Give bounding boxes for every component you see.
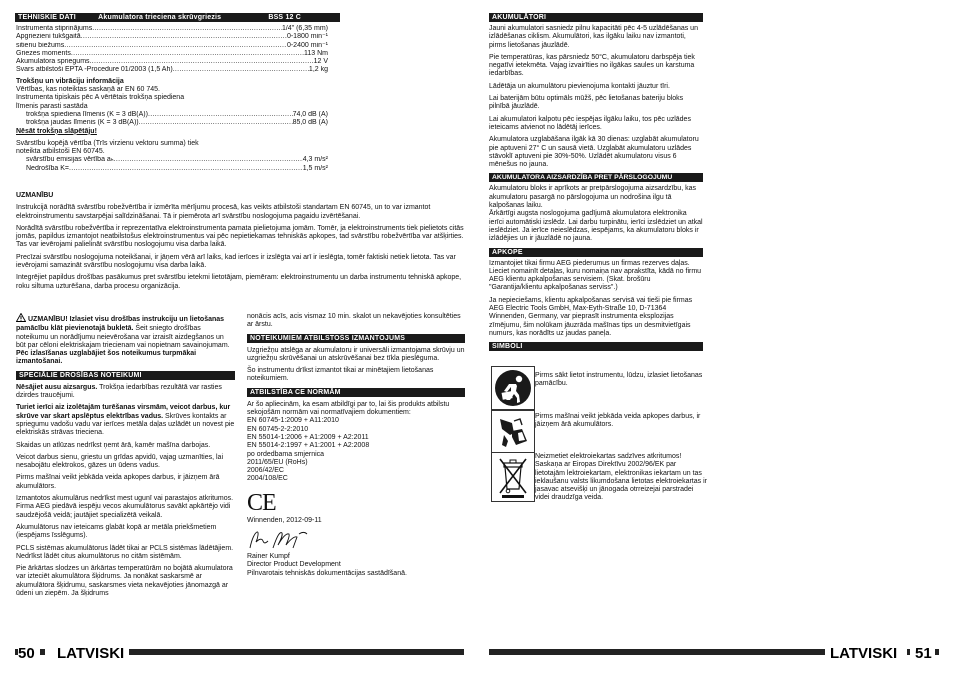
acc-p1: Jauni akumulatori sasniedz pilnu kapacitāti pēc 4-5 uzlādēšanas un izlādēšanas ciklism. Akumulātori, kas ilgāku laiku nav izmantoti, pirms lietošanas jāuzlādē. [489,25,698,49]
attention-title: UZMANĪBU [16,192,54,199]
attention-p3: Precīzai svārstību noslogojuma noteikšanai, ir jāņem vērā arī laiks, kad ierīces ir izslēgta vai arī ir ieslēgta, tomēr faktiski netiek lietota. Tas var ievērojami samazināt svārstību noslogojumu visa darba laikā. [16,253,456,270]
ce-conformity-header: ATBILSTĪBA CE NORMĀM [247,388,465,397]
overload-protection-header: AKUMULATORA AIZSARDZĪBA PRET PĀRSLOGOJUMU [489,173,703,182]
noise-value: 85,0 dB (A) [292,119,328,127]
spec-value: 0-2400 min⁻¹ [286,41,328,49]
dot-leader [90,58,314,66]
special-p5: Pirms mašīnai veikt jebkāda veida apkopes darbus, ir jāizņem ārā akumulātors. [16,474,220,490]
vibration-label: svārstību emisijas vērtība aₕ [26,156,114,164]
vibration-row [26,156,328,164]
prot-p2: Ārkārtīgi augsta noslogojuma gadījumā akumulatora elektronika ierīci automātiski izslēdz. Lai darbu turpinātu, ierīci izslēdziet un atkal ieslēdziet. Ja ierīce neieslēdzas, iespējams, ka akumulatoru bloks ir izlādējies un ir jāuzlādē no jauna. [489,210,703,243]
noise-label: trokšņa spiediena līmenis (K = 3 dB(A)) [26,110,148,118]
attention-section [16,192,464,295]
special-p9: Pie ārkārtas slodzes un ārkārtas temperatūrām no bojātā akumulatora var izteciēt akumulātora šķidrums. Ja nonākat saskarsmē ar akumulātora šķidrumu, saskarsmes vieta nekavējoties jānomazgā ar ūdeni un ziepēm. Ja šķidrums [16,565,233,598]
spec-label: Instrumenta stiprinājums [16,25,93,32]
symbol-text-3: Neizmetiet elektroiekartas sadzīves atkritumos! Saskaņa ar Eiropas Direktīvu 2002/96/EK par lietotajām lektroiekartam, elektronikas iekartam un tas ieklaušanu valsts likumdošana lietotas elektroiekartas ir jasavac atsevišķi un jānogada otrreizejai parstradei videi draudzīga veida. [535,453,707,502]
spec-value: 1,2 kg [308,66,328,74]
spec-row [16,58,328,66]
ce-std-1: EN 60745-2-2:2010 [247,425,309,433]
right-column [489,13,703,354]
service-p1: Izmantojiet tikai firmu AEG piederumus un firmas rezerves daļas. Lieciet nomainīt detaļas, kuru nomaiņa nav aprakstīta, kādā no firmu AEG klientu apkalpošanas servisiem. (Skat. brošūru "Garantija/klientu apkalpošanas serviss".) [489,259,702,292]
dot-leader [148,111,293,119]
special-p1: Trokšņa iedarbības rezultātā var rasties dzirdes traucējumi. [16,383,222,400]
signer-role: Director Product Development [247,561,341,569]
read-manual-icon [491,366,535,410]
special-p3: Skaidas un atlūzas nedrīkst ņemt ārā, kamēr mašīna darbojas. [16,441,211,449]
spec-row [16,25,328,33]
special-p2: Skrūves kontakts ar spriegumu vadošu vadu var ierīces metāla daļas uzlādēt un novest pie elektriskās strāvas trieciena. [16,412,235,437]
warning-triangle-icon [16,313,26,325]
spec-value: 1/4" (6,35 mm) [281,25,328,32]
left-column-1 [16,313,235,602]
ce-std-5: 2011/65/EU (RoHs) [247,458,308,466]
continuation-text: nonācis acīs, acis vismaz 10 min. skalot un nekavējoties konsultēties ar ārstu. [247,313,461,329]
tech-data-title: TEHNISKIE DATI [18,14,76,21]
symbol-text-1: Pirms sākt lietot instrumentu, lūdzu, izlasiet lietošanas pamācību. [535,372,703,388]
place-date: Winnenden, 2012-09-11 [247,516,322,524]
spec-label: sitienu biežums [16,41,65,49]
ce-std-0: EN 60745-1:2009 + A11:2010 [247,417,339,425]
acc-p2: Pie temperatūras, kas pārsniedz 50°C, akumulatoru darbspēja tiek negatīvi ietekmēta. Vajag izvairīties no ilgākas saules un karstuma iedarbības. [489,53,695,78]
noise-title: Trokšņu un vibrāciju informācija [16,77,124,85]
left-language: LATVISKI [45,645,129,662]
warning-rest: Šeit sniegto drošības noteikumu un norādījumu neievērošana var izraisīt aizdegšanos un būt par cēloni elektriskajam triecienam vai nopietnam savainojumam. [16,325,230,349]
spec-row [16,42,328,50]
dot-leader [173,66,309,74]
vib-line-1: noteikta atbilstoši EN 60745. [16,148,105,156]
service-p2: Ja nepieciešams, klientu apkalpošanas servisā vai tieši pie firmas AEG Electric Tools GmbH, Max-Eyth-Straße 10, D-71364 Winnenden, Germany, var pieprasīt instrumenta eksplozijas zīmējumu, šim nolūkam jāuzrāda mašīnas tips un desmitvietīgais numurs, kas norādīts uz jaudas paneļa. [489,296,693,337]
dot-leader [71,50,304,58]
acc-p4: Lai baterijām būtu optimāls mūžš, pēc lietošanas bateriju bloks pilnībā jāuzlādē. [489,95,684,111]
symbol-text-2: Pirms mašīnai veikt jebkāda veida apkopes darbus, ir jāizņem ārā akumulātors. [535,413,701,429]
special-rules-header: SPECIĀLIE DROŠĪBAS NOTEIKUMI [16,371,235,380]
right-language: LATVISKI [825,645,907,662]
noise-line-1: Instrumenta tipiskais pēc A vērtētais trokšņa spiediena [16,94,185,102]
ce-p1: Ar šo apliecinām, ka esam atbildīgi par to, lai šis produkts atbilstu sekojošām normām vai normatīvajiem dokumentiem: [247,400,450,417]
noise-row [26,119,328,127]
dot-leader [139,119,293,127]
spec-value: 0-1800 min⁻¹ [286,33,328,41]
signature-image [247,528,465,552]
spec-row [16,50,328,58]
spec-label: Svars atbilstoši EPTA -Procedure 01/2003 (1,5 Ah) [16,66,173,74]
special-p8: PCLS sistēmas akumulātorus lādēt tikai ar PCLS sistēmas lādētājiem. Nedrīkst lādēt citus akumulātorus no citām sistēmām. [16,544,234,560]
ce-std-6: 2006/42/EC [247,467,284,475]
dot-leader [64,42,287,50]
acc-p6: Akumulatora uzglabāšana ilgāk kā 30 dienas: uzglabāt akumulatoru pie aptuveni 27° C un sausā vietā. Uzglabāt akumulatoru uzlādes stāvoklī aptuveni pie 30%-50%. Uzlādēt akumulatoru visus 6 mēnešus no jauna. [489,136,699,169]
acc-p3: Lādētāja un akumulātoru pievienojuma kontakti jāuztur tīri. [489,82,670,90]
ear-protection-note: Nēsāt trokšņa slāpētāju! [16,127,97,135]
left-column-2 [247,313,465,578]
spec-row [16,33,328,41]
noise-row [26,111,328,119]
remove-battery-icon [491,410,535,454]
tech-data-model: BSS 12 C [268,14,302,21]
noise-value: 74,0 dB (A) [292,110,328,118]
special-p2-bold: Turiet ierīci aiz izolētajām turēšanas virsmām, veicot darbus, kur skrūve var skart apslēptus elektrības vadus. [16,404,231,420]
spec-row [16,66,328,74]
vibration-value: 4,3 m/s² [302,156,328,164]
weee-bin-icon [491,452,535,502]
spec-label: Akumulatora spriegums [16,58,90,66]
dot-leader [69,165,303,173]
signer-name: Rainer Kumpf [247,553,290,561]
ce-std-2: EN 55014-1:2006 + A1:2009 + A2:2011 [247,433,369,441]
dot-leader [92,25,282,33]
ce-std-4: po ordedbama smjernica [247,450,325,458]
intended-use-header: NOTEIKUMIEM ATBILSTOŠS IZMANTOJUMS [247,334,465,343]
signer-authority: Pilnvarotais tehniskās dokumentācijas sastādīšanā. [247,569,407,577]
special-p4: Veicot darbus sienu, griestu un grīdas apvidū, vajag uzmanīties, lai nesabojātu elektrokos, gāzes un ūdens vadus. [16,453,224,470]
right-page-number: 51 [910,645,935,662]
noise-label: trokšņa jaudas līmenis (K = 3 dB(A)) [26,119,139,127]
prot-p1: Akumulatoru bloks ir aprīkots ar pretpārslogojuma aizsardzību, kas akumulatoru pasargā no pārslogojuma un nodrošina ilgu tā kalpošanas laiku. [489,185,696,210]
vibration-value: 1,5 m/s² [302,164,328,172]
warning-keep: Pēc izlasīšanas uzglabājiet šos noteikumus turpmākai izmantošanai. [16,350,197,366]
acc-p5: Lai akumulatori kalpotu pēc iespējas ilgāku laiku, tos pēc uzlādes ieteicams atvienot no lādētāj ierīces. [489,115,691,131]
special-p6: Izmantotos akumulārus nedrīkst mest ugunī vai parastajos atkritumos. Firma AEG piedāvā iespēju vecos akumulātorus savākt apkārtējo vidi saudzējošā veidā; jautājiet specializētā veikalā. [16,495,234,519]
tech-data-block [16,25,328,173]
noise-line-0: Vērtības, kas noteiktas saskaņā ar EN 60 745. [16,86,160,94]
vib-line-0: Svārstību kopējā vērtība (Trīs virzienu vektoru summa) tiek [16,139,199,147]
warning-paragraph [16,313,235,367]
vibration-label: Nedrošība K= [26,164,69,172]
spec-value: 113 Nm [304,49,328,57]
spec-label: Apgriezieni tukšgaitā [16,33,81,41]
vibration-row [26,165,328,173]
batteries-header: AKUMULĀTORI [489,13,703,22]
warning-lead: UZMANĪBU! Izlasiet visu drošības instrukciju un lietošanas pamācību klāt pievienotajā bukletā. [16,316,225,333]
tech-data-header [15,13,340,22]
use-p1: Uzgriežņu atslēga ar akumulatoru ir universāli izmantojama skrūvju un uzgriežņu skrūvēšanai un atskrūvēšanai bez tīkla pieslēguma. [247,346,465,362]
special-p1-bold: Nēsājiet ausu aizsargus. [16,383,98,391]
attention-p2: Norādītā svārstību robežvērtība ir reprezentatīva elektroinstrumenta pamata pielietojuma jomām. Tomēr, ja elektroinstruments tiek pielietots citās jomās, papildus izmantojot neatbilstošus elektroinstrumentus vai pēc nepietiekamas tehniskās apkopes, tad svārstību robežvērtība var atšķirties. Tas var ievērojami palielināt svārstību noslogojumu visa darba laikā. [16,224,464,249]
attention-p1: Instrukcijā norādītā svārstību robežvērtība ir izmērīta mērījumu procesā, kas veikts atbilstoši standartam EN 60745, un to var izmantot elektroinstrumentu savstarpējai salīdzināšanai. Tā ir piemērota arī svārstību noslogojuma pagaidu izvērtēšanai. [16,204,431,220]
spec-label: Griezes moments [16,49,71,57]
service-header: APKOPE [489,248,703,257]
special-p7: Akumulātorus nav ieteicams glabāt kopā ar metāla priekšmetiem (iespējams īsslēgums). [16,523,217,540]
symbols-header: SIMBOLI [489,342,703,351]
attention-p4: Integrējiet papildus drošības pasākumus pret svārstību ietekmi lietotājam, piemēram: elektroinstrumentu un darba instrumentu tehniskā apkope, roku siltuma uzturēšana, darba procesu organizācija. [16,274,462,290]
tech-data-product: Akumulatora trieciena skrūvgriezis [98,14,222,21]
ce-mark-logo: CE [247,489,276,516]
use-p2: Šo instrumentu drīkst izmantot tikai ar minētajiem lietošanas noteikumiem. [247,367,434,383]
ce-std-7: 2004/108/EC [247,475,288,483]
dot-leader [114,156,303,164]
spec-value: 12 V [313,58,328,66]
left-page-number: 50 [18,645,40,662]
ce-std-3: EN 55014-2:1997 + A1:2001 + A2:2008 [247,442,370,450]
dot-leader [81,33,287,41]
noise-line-2: līmenis parasti sastāda [16,102,88,110]
